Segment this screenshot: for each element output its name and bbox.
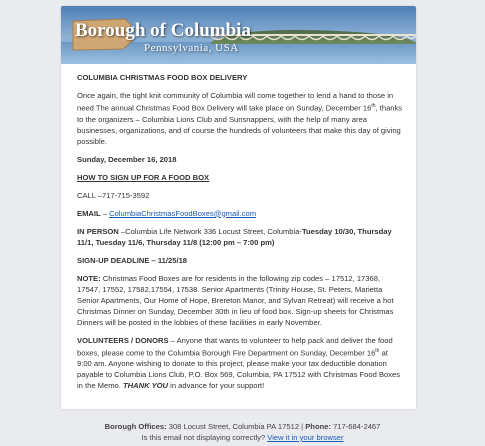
thank-you-text: THANK YOU xyxy=(123,381,169,391)
view-in-browser-link[interactable]: View it in your browser xyxy=(267,433,344,442)
display-question: Is this email not displaying correctly? xyxy=(141,433,268,442)
volunteers-text: – Anyone that wants to volunteer to help pack and deliver the food boxes, please come to the Columbia Borough Fire Department on Sunday, December 16 xyxy=(77,335,393,358)
email-footer xyxy=(0,421,485,443)
email-body xyxy=(77,72,403,398)
phone-number: 717-684-2467 xyxy=(330,422,381,431)
volunteers-text-2: at 9:00 am. Anyone wishing to donate to this project, please make your tax deductible donation payable to Columbia Lions Club, P.O. Box 569, Columbia, PA 17512 with Christmas Food Boxes in the Memo. xyxy=(77,348,401,391)
intro-text: Once again, the tight knit community of Columbia will come together to lend a hand to those in need The annual Christmas Food Box Delivery will take place on Sunday, December 16 xyxy=(77,91,394,113)
in-person-times: Tuesday 10/30, Thursday 11/1, Tuesday 11/6, Thursday 11/8 (12:00 pm – 7:00 pm) xyxy=(77,226,392,247)
offices-label: Borough Offices: xyxy=(104,422,167,431)
intro-sup: th xyxy=(371,103,376,109)
volunteers-sup: th xyxy=(375,347,380,354)
header-banner xyxy=(61,6,416,64)
page-subtitle: Pennsylvania, USA xyxy=(144,42,239,54)
in-person-label: IN PERSON xyxy=(77,226,119,236)
signup-heading: HOW TO SIGN UP FOR A FOOD BOX xyxy=(77,172,210,182)
footer-display-line xyxy=(0,432,485,443)
note-paragraph xyxy=(77,273,403,328)
in-person-text: –Columbia Life Network 336 Locust Street, Columbia- xyxy=(118,226,302,236)
note-label: NOTE: xyxy=(77,273,101,283)
email-card xyxy=(61,6,416,409)
intro-paragraph xyxy=(77,90,403,147)
volunteers-label: VOLUNTEERS / DONORS xyxy=(77,335,169,345)
deadline-line: SIGN-UP DEADLINE – 11/25/18 xyxy=(77,255,188,265)
in-person-line xyxy=(77,226,403,248)
volunteers-paragraph xyxy=(77,335,403,392)
phone-label: Phone: xyxy=(305,422,331,431)
email-sep: – xyxy=(100,208,110,218)
offices-address: 308 Locust Street, Columbia PA 17512 | xyxy=(166,422,306,431)
intro-text-2: , thanks to the organizers – Columbia Lions Club and Sunsnappers, with the help of many area businesses, organizations, and of course the hundreds of volunteers that make this day of giving possible. xyxy=(77,103,403,146)
email-line xyxy=(77,208,403,219)
email-link[interactable]: ColumbiaChristmasFoodBoxes@gmail.com xyxy=(109,208,257,218)
email-label: EMAIL xyxy=(77,208,101,218)
volunteers-end: in advance for your support! xyxy=(168,381,265,391)
call-line: CALL –717-715-3592 xyxy=(77,190,150,200)
page-title: Borough of Columbia xyxy=(75,20,251,41)
note-text: Christmas Food Boxes are for residents in the following zip codes – 17512, 17368, 17547, 17552, 17582,17554, 17538. Senior Apartments (Trinity House, St. Peters, Marietta Senior Apartments, Our Home of Hope, Brereton Manor, and Sylvan Retreat) will receive a hot Christmas Dinner on Sunday, December 30th in lieu of food box. Sign-up sheets for Christmas Dinners will be posted in the lobbies of these facilities in early November. xyxy=(77,273,394,327)
announcement-heading: COLUMBIA CHRISTMAS FOOD BOX DELIVERY xyxy=(77,73,248,82)
footer-address-line xyxy=(0,421,485,432)
event-date: Sunday, December 16, 2018 xyxy=(77,154,177,164)
